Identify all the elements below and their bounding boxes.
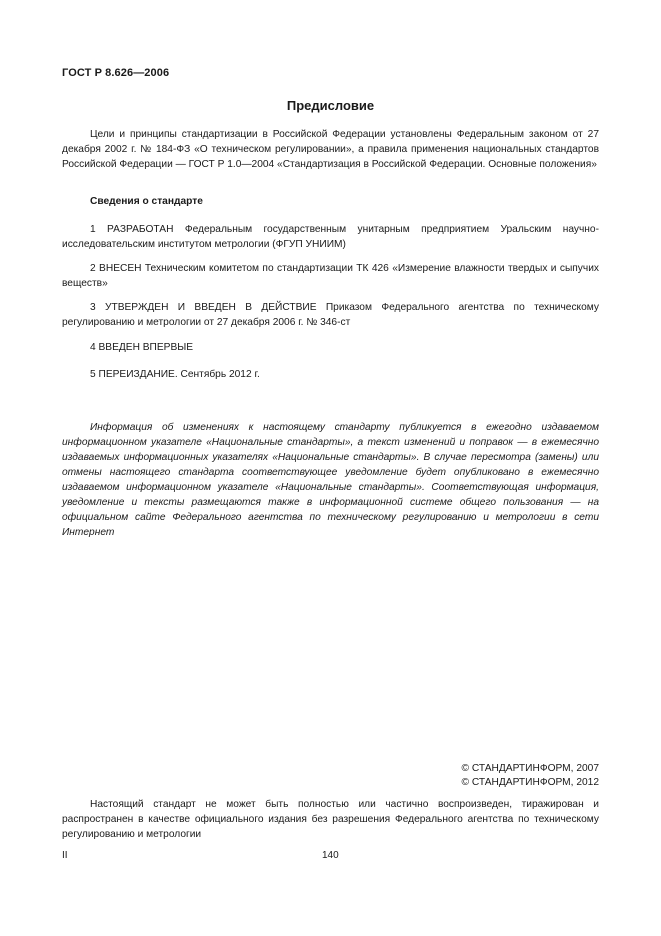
item-submitted: 2 ВНЕСЕН Техническим комитетом по стандартизации ТК 426 «Измерение влажности твердых и сыпучих веществ» bbox=[62, 263, 599, 289]
copyright-2007: © СТАНДАРТИНФОРМ, 2007 bbox=[461, 763, 599, 774]
page-number: 140 bbox=[322, 850, 339, 861]
copyright-block bbox=[462, 762, 600, 790]
item-approved: 3 УТВЕРЖДЕН И ВВЕДЕН В ДЕЙСТВИЕ Приказом Федерального агентства по техническому регулированию и метрологии от 27 декабря 2006 г. № 346-ст bbox=[62, 302, 599, 328]
copyright-2012: © СТАНДАРТИНФОРМ, 2012 bbox=[461, 777, 599, 788]
section-heading: Сведения о стандарте bbox=[90, 196, 203, 207]
intro-paragraph: Цели и принципы стандартизации в Российской Федерации установлены Федеральным законом от 27 декабря 2002 г. № 184-ФЗ «О техническом регулировании», а правила применения национальных стандартов Российской Федерации — ГОСТ Р 1.0—2004 «Стандартизация в Российской Федерации. Основные положения» bbox=[62, 129, 599, 170]
item-developed: 1 РАЗРАБОТАН Федеральным государственным унитарным предприятием Уральским научно-исследовательским институтом метрологии (ФГУП УНИИМ) bbox=[62, 224, 599, 250]
info-notice: Информация об изменениях к настоящему стандарту публикуется в ежегодно издаваемом информационном указателе «Национальные стандарты», а текст изменений и поправок — в ежемесячно издаваемых информационных указателях «Национальные стандарты». В случае пересмотра (замены) или отмены настоящего стандарта соответствующее уведомление будет опубликовано в ежемесячно издаваемом информационном указателе «Национальные стандарты». Соответствующая информация, уведомление и тексты размещаются также в информационной системе общего пользования — на официальном сайте Федерального агентства по техническому регулированию и метрологии в сети Интернет bbox=[62, 422, 599, 538]
roman-page-label: II bbox=[62, 850, 68, 861]
page-title: Предисловие bbox=[286, 98, 375, 113]
reproduction-notice: Настоящий стандарт не может быть полностью или частично воспроизведен, тиражирован и распространен в качестве официального издания без разрешения Федерального агентства по техническому регулированию и метрологии bbox=[62, 799, 599, 840]
standard-code: ГОСТ Р 8.626—2006 bbox=[62, 67, 170, 79]
item-reissue: 5 ПЕРЕИЗДАНИЕ. Сентябрь 2012 г. bbox=[90, 369, 260, 380]
item-introduced: 4 ВВЕДЕН ВПЕРВЫЕ bbox=[90, 342, 194, 353]
